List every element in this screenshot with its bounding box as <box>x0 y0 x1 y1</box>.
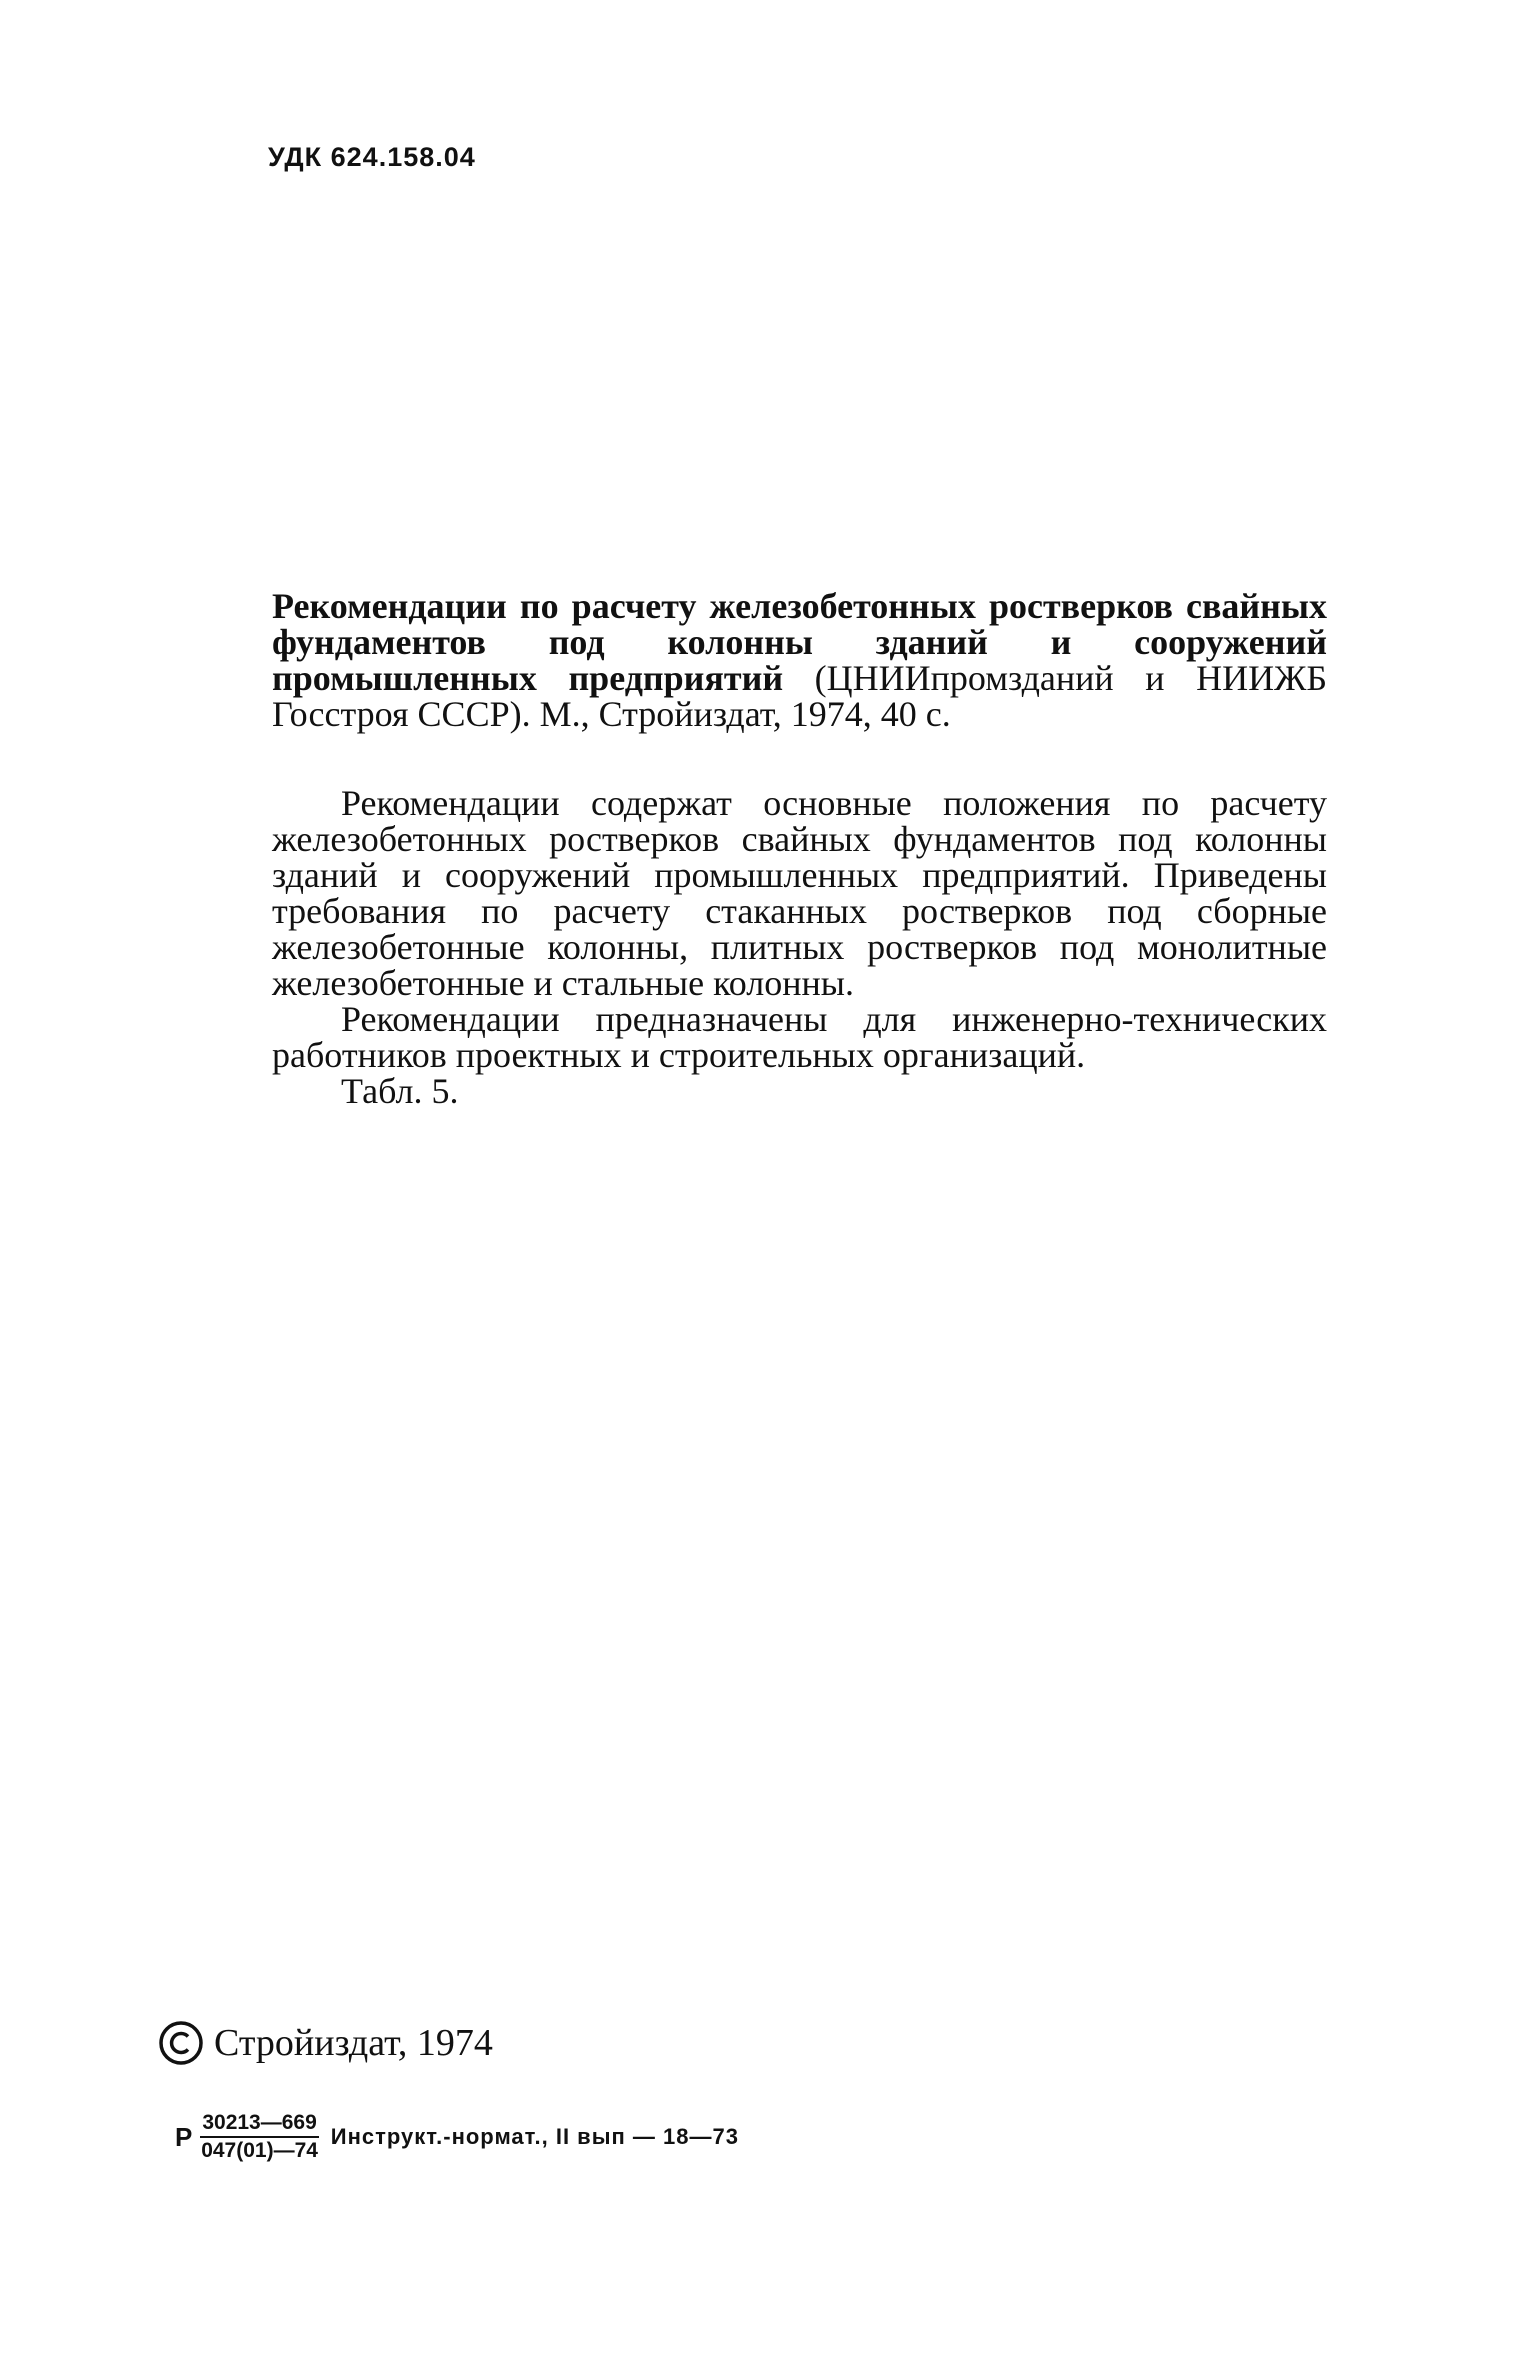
copyright-line <box>158 2020 493 2066</box>
copyright-text: Стройиздат, 1974 <box>214 2022 493 2064</box>
bibliographic-title: Рекомендации по расчету железобетонных ростверков свайных фундаментов под колонны зданий и сооружений промышленных предприятий <box>272 586 1327 698</box>
abstract-paragraph: Рекомендации содержат основные положения по расчету железобетонных ростверков свайных фундаментов под колонны зданий и сооружений промышленных предприятий. Приведены требования по расчету стаканных ростверков под сборные железобетонные колонны, плитных ростверков под монолитные железобетонные и стальные колонны. <box>272 783 1327 1003</box>
abstract-paragraph: Рекомендации предназначены для инженерно-технических работников проектных и строительных организаций. <box>272 999 1327 1075</box>
imprint-fraction <box>200 2110 318 2164</box>
imprint-numerator: 30213—669 <box>200 2110 318 2138</box>
copyright-icon <box>158 2020 204 2066</box>
imprint-denominator: 047(01)—74 <box>201 2139 318 2162</box>
imprint-letter: Р <box>175 2121 193 2152</box>
imprint-code <box>175 2110 739 2164</box>
udk-code: УДК 624.158.04 <box>268 142 476 172</box>
abstract <box>272 785 1327 1109</box>
imprint-text: Инструкт.-нормат., II вып — 18—73 <box>330 2124 739 2149</box>
bibliographic-record <box>272 588 1327 732</box>
bibliographic-details: (ЦНИИпромзданий и НИИЖБ Госстроя СССР). М., Стройиздат, 1974, 40 с. <box>272 658 1327 734</box>
abstract-table-count: Табл. 5. <box>341 1071 459 1111</box>
